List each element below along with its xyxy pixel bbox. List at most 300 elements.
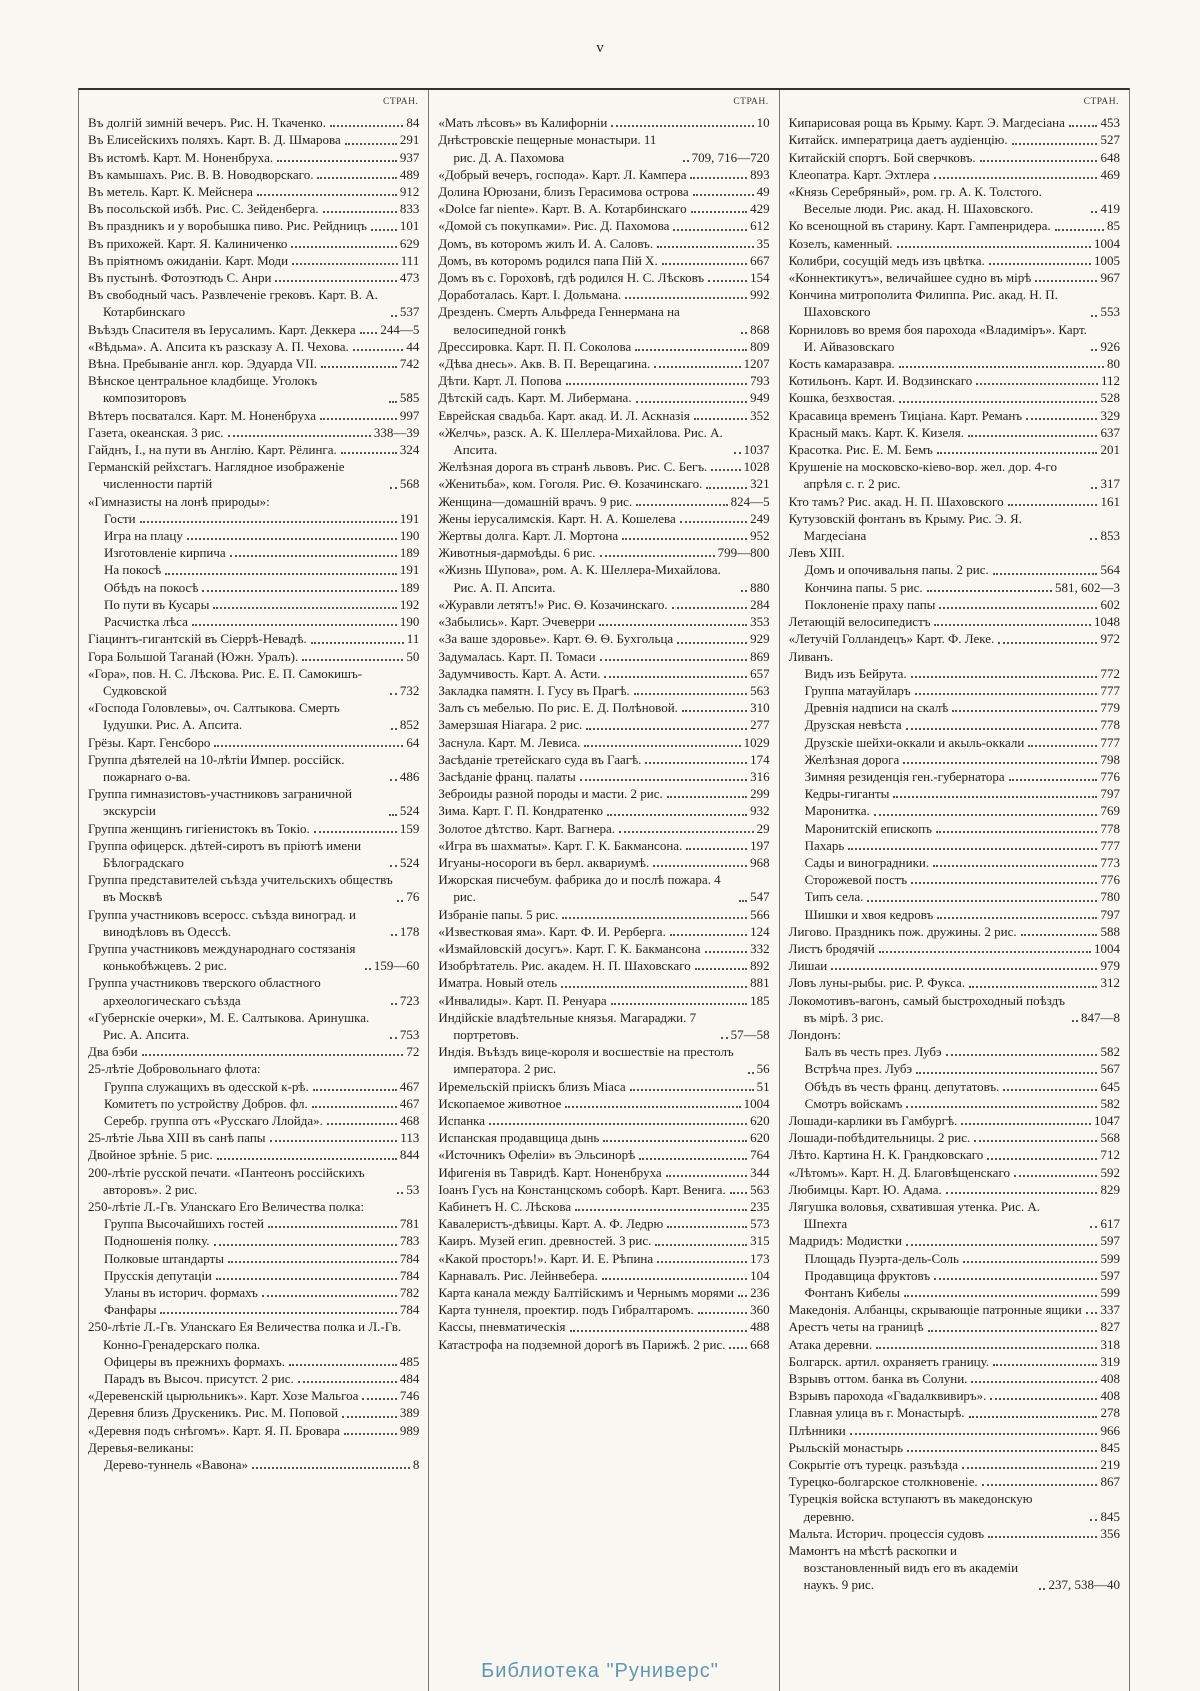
dot-leader [230,555,397,557]
page-ref: 581, 602—3 [1054,579,1120,595]
index-column-3 [779,90,1129,1691]
index-entry [438,665,769,682]
entry-title: Фонтанъ Кибелы [804,1285,900,1301]
dot-leader [937,452,1098,454]
entry-title: Кошка, безхвостая. [788,390,896,406]
entry-title: Гора Большой Таганай (Южн. Уралъ). [88,648,299,664]
entry-title: Болгарск. артил. охраняетъ границу. [788,1353,990,1369]
index-entry [438,802,769,819]
dot-leader [974,1140,1097,1142]
entry-title: Маронитскій епископъ [804,820,932,836]
page-ref: 111 [400,252,420,268]
page-ref: 11 [406,631,420,647]
entry-title: Карнавалъ. Рис. Лейнвебера. [438,1267,598,1283]
dot-leader [928,1330,1098,1332]
dot-leader [365,968,371,970]
entry-title: Группа офицерск. дѣтей-сиротъ въ пріютѣ имени Бѣлоградскаго [88,837,362,870]
entry-title: Карта туннеля, проектир. подъ Гибралтаромъ. [438,1302,694,1318]
entry-title: Игуаны-носороги въ берл. аквариумѣ. [438,854,650,870]
page-ref: 845 [1100,1439,1120,1455]
page-ref: 408 [1100,1388,1120,1404]
index-entry [789,321,1120,355]
page-ref: 602 [1100,596,1120,612]
dot-leader [390,487,396,489]
page-ref: 10 [756,115,770,131]
page-ref: 1048 [1093,614,1120,630]
entry-title: Группа участниковъ всеросс. съѣзда виноград. и винодѣловъ въ Одессѣ. [88,906,357,939]
index-group-header [789,1026,1120,1043]
index-entry [789,854,1120,871]
dot-leader [690,177,747,179]
page-ref: 582 [1100,1044,1120,1060]
dot-leader [268,1226,397,1228]
dot-leader [391,1003,397,1005]
page-ref: 104 [750,1267,770,1283]
index-entry [88,166,419,183]
index-entry [789,1439,1120,1456]
dot-leader [694,418,747,420]
page-ref: 567 [1100,1061,1120,1077]
page-ref: 50 [406,648,420,664]
page-ref: 154 [750,270,770,286]
dot-leader [291,246,396,248]
entry-title: Въ Елисейскихъ поляхъ. Карт. В. Д. Шмарова [88,132,341,148]
index-entry [789,630,1120,647]
index-entry [438,1129,769,1146]
page-ref: 1004 [743,1095,770,1111]
entry-title: Вѣна. Пребываніе англ. кор. Эдуарда VII. [88,356,318,372]
column-entries [438,114,769,1353]
index-entry [88,217,419,234]
dot-leader [192,624,397,626]
page-ref: 201 [1100,442,1120,458]
entry-title: Левъ XIII. [788,545,845,561]
entry-title: Листъ бродячій [788,940,875,956]
entry-title: На покосѣ [104,562,162,578]
dot-leader [916,1072,1097,1074]
entry-title: Катастрофа на подземной дорогѣ въ Парижѣ. 2 рис. [438,1336,726,1352]
entry-title: Македонія. Албанцы, скрывающіе патронные ящики [788,1302,1082,1318]
page-ref: 588 [1100,923,1120,939]
entry-title: «Гора», пов. Н. С. Лѣскова. Рис. Е. П. Самокишъ-Судковской [88,665,363,698]
index-entry [438,596,769,613]
index-entry [88,1404,419,1421]
entry-title: Карта канала между Балтійскимъ и Чернымъ морями [438,1285,734,1301]
index-entry [88,1250,419,1267]
dot-leader [666,1175,747,1177]
index-entry [789,699,1120,716]
page-ref: 408 [1100,1371,1120,1387]
index-entry [438,974,769,991]
page-ref: 352 [750,407,770,423]
entry-title: «Какой просторъ!». Карт. И. Е. Рѣпина [438,1250,654,1266]
index-column-2 [428,90,778,1691]
index-entry [88,561,419,578]
entry-title: Видъ изъ Бейрута. [804,665,907,681]
dot-leader [667,1226,747,1228]
page-ref: 732 [399,682,420,698]
index-entry [789,458,1120,492]
dot-leader [933,865,1097,867]
page-ref: 453 [1100,115,1120,131]
index-entry [789,682,1120,699]
entry-title: Шишки и хвоя кедровъ [804,906,934,922]
page-ref: 316 [750,768,770,784]
dot-leader [907,1450,1097,1452]
page-ref: 178 [399,923,420,939]
dot-leader [993,1364,1097,1366]
entry-title: Китайск. императрица даетъ аудіенцію. [788,132,1008,148]
page-ref: 777 [1100,837,1120,853]
entry-title: Красный макъ. Карт. К. Кизеля. [788,424,964,440]
page-ref: 190 [399,614,420,630]
index-entry [789,269,1120,286]
entry-title: Иматра. Новый отель [438,975,558,991]
index-entry [88,734,419,751]
entry-title: Въ истомѣ. Карт. М. Ноненбруха. [88,149,274,165]
index-entry [789,665,1120,682]
page-ref: 620 [750,1130,770,1146]
entry-title: Друзскіе шейхи-оккали и акыль-оккали [804,734,1025,750]
dot-leader [711,469,740,471]
index-entry [88,596,419,613]
entry-title: «Мать лѣсовъ» въ Калифорніи [438,115,608,131]
entry-title: «Источникъ Офеліи» въ Эльсинорѣ [438,1147,636,1163]
entry-title: Доработалась. Карт. І. Дольмана. [438,287,622,303]
entry-title: Козелъ, каменный. [788,235,893,251]
page-ref: 783 [399,1233,420,1249]
dot-leader [228,1261,397,1263]
page-ref: 159—60 [373,958,420,974]
entry-title: Сторожевой постъ [804,872,908,888]
index-entry [438,871,769,905]
index-entry [88,837,419,871]
entry-title: Лондонъ: [788,1026,842,1042]
page-ref: 793 [750,373,770,389]
index-entry [789,871,1120,888]
dot-leader [342,1416,397,1418]
index-entry [438,114,769,131]
index-entry [789,1353,1120,1370]
index-entry [789,974,1120,991]
page-ref: 1047 [1093,1112,1120,1128]
index-entry [438,630,769,647]
page-ref: 113 [400,1130,420,1146]
page-ref: 723 [399,992,420,1008]
index-entry [438,1112,769,1129]
index-entry [789,1164,1120,1181]
dot-leader [1026,418,1097,420]
page-ref: 585 [399,390,420,406]
index-entry [789,1095,1120,1112]
dot-leader [1090,1226,1098,1228]
entry-title: «Господа Головлевы», оч. Салтыкова. Смерть Іудушки. Рис. А. Апсита. [88,700,340,733]
dot-leader [607,814,747,816]
page-ref: 769 [1100,803,1120,819]
page-ref: 360 [750,1302,770,1318]
entry-title: «Деревня подъ снѣгомъ». Карт. Я. П. Бровара [88,1422,340,1438]
index-entry [438,407,769,424]
dot-leader [706,487,747,489]
dot-leader [330,125,403,127]
dot-leader [217,1158,397,1160]
page-ref: 844 [399,1147,420,1163]
index-entry [438,1043,769,1077]
index-entry [789,1043,1120,1060]
page-ref: 867 [1100,1474,1120,1490]
entry-title: Корниловъ во время боя парохода «Владиміръ». Карт. И. Айвазовскаго [788,321,1087,354]
page-ref: 299 [750,786,770,802]
page-ref: 356 [1100,1525,1120,1541]
dot-leader [277,160,397,162]
index-entry [88,544,419,561]
entry-title: Въ пріятномъ ожиданіи. Карт. Моди [88,252,289,268]
dot-leader [562,917,747,919]
page-ref: 776 [1100,768,1120,784]
page-ref: 573 [750,1216,770,1232]
page-ref: 537 [399,304,420,320]
index-entry [88,940,419,974]
dot-leader [1091,349,1097,351]
index-entry [789,768,1120,785]
dot-leader [990,1398,1097,1400]
entry-title: «Dolce far niente». Карт. В. А. Котарбинскаго [438,201,687,217]
dot-leader [721,1037,728,1039]
dot-leader [312,1106,397,1108]
index-entry [789,716,1120,733]
index-entry [88,699,419,733]
column-entries [789,114,1120,1593]
dot-leader [580,779,747,781]
entry-title: Жены іерусалимскія. Карт. Н. А. Кошелева [438,510,676,526]
page-ref: 524 [399,803,420,819]
page-ref: 868 [750,321,770,337]
entry-title: 25-лѣтіе Добровольнаго флота: [88,1061,261,1077]
index-entry [88,1232,419,1249]
entry-title: Испанка [438,1112,486,1128]
entry-title: Группа гимназистовъ-участниковъ заграничной экскурсіи [88,786,352,819]
entry-title: Гости [104,510,136,526]
dot-leader [899,366,1104,368]
page-ref: 612 [750,218,770,234]
dot-leader [639,1158,747,1160]
page-ref: 992 [750,287,770,303]
entry-title: Иремельскій пріискъ близъ Міаса [438,1078,626,1094]
dot-leader [634,693,747,695]
entry-title: Избраніе папы. 5 рис. [438,906,559,922]
index-entry [438,768,769,785]
index-entry [88,424,419,441]
entry-title: Крушеніе на московско-кіево-вор. жел. дор. 4-го апрѣля с. г. 2 рис. [788,459,1057,492]
entry-title: Дѣти. Карт. Л. Попова [438,373,562,389]
index-entry [438,475,769,492]
entry-title: Фанфары [104,1302,157,1318]
index-entry [789,1060,1120,1077]
index-entry [789,1370,1120,1387]
entry-title: Засѣданіе третейскаго суда въ Гаагѣ. [438,751,642,767]
dot-leader [622,538,747,540]
page-ref: 1005 [1093,252,1120,268]
page-ref: 952 [750,528,770,544]
page-ref: 880 [750,579,770,595]
page-ref: 648 [1100,149,1120,165]
page-ref: 56 [756,1061,770,1077]
entry-title: Арестъ четы на границѣ [788,1319,924,1335]
page-ref: 949 [750,390,770,406]
page-ref: 524 [399,854,420,870]
index-entry [789,493,1120,510]
page-ref: 1029 [743,734,770,750]
index-entry [789,1146,1120,1163]
dot-leader [1014,1175,1098,1177]
page-ref: 827 [1100,1319,1120,1335]
entry-title: Заснула. Карт. М. Левиса. [438,734,581,750]
entry-title: Закладка памятн. І. Гусу въ Прагѣ. [438,682,630,698]
dot-leader [391,315,397,317]
dot-leader [903,762,1097,764]
dot-leader [390,865,397,867]
index-entry [88,1164,419,1198]
index-entry [88,579,419,596]
dot-leader [584,745,740,747]
page-ref: 51 [756,1078,770,1094]
index-entry [789,424,1120,441]
entry-title: Сады и виноградники. [804,854,930,870]
dot-leader [998,642,1097,644]
entry-title: Локомотивъ-вагонъ, самый быстроходный поѣздъ въ мірѣ. 3 рис. [788,992,1065,1025]
page-ref: 310 [750,700,770,716]
page-ref: 753 [399,1026,420,1042]
index-entry [438,854,769,871]
index-entry [789,355,1120,372]
index-entry [438,1164,769,1181]
index-entry [88,906,419,940]
page-ref: 967 [1100,270,1120,286]
entry-title: Клеопатра. Карт. Эхтлера [788,166,930,182]
dot-leader [730,1192,747,1194]
index-entry [438,1009,769,1043]
entry-title: Засѣданіе франц. палаты [438,768,576,784]
page-ref: 236 [750,1285,770,1301]
entry-title: Гіацинтъ-гигантскій въ Сіеррѣ-Невадѣ. [88,631,307,647]
entry-title: Смотръ войскамъ [804,1095,903,1111]
dot-leader [971,1381,1097,1383]
entry-title: Группа участниковъ международнаго состязанія конькобѣжцевъ. 2 рис. [88,940,356,974]
dot-leader [876,1347,1097,1349]
page-ref: 563 [750,682,770,698]
entry-title: Въ камышахъ. Рис. В. В. Новодворскаго. [88,166,314,182]
dot-leader [1055,229,1104,231]
index-entry [789,1112,1120,1129]
page-ref: 235 [750,1199,770,1214]
index-entry [88,974,419,1008]
dot-leader [636,401,748,403]
entry-title: Типъ села. [804,889,864,905]
entry-title: Котильонъ. Карт. И. Водзинскаго [788,373,973,389]
page-number: v [596,40,604,56]
entry-title: Дрезденъ. Смерть Альфреда Геннермана на велосипедной гонкѣ [438,304,680,337]
dot-leader [672,607,748,609]
entry-title: «Гимназисты на лонѣ природы»: [88,493,270,509]
dot-leader [906,1106,1097,1108]
page-ref: 869 [750,648,770,664]
dot-leader [635,349,747,351]
dot-leader [390,693,397,695]
dot-leader [1009,779,1098,781]
entry-title: Группа дѣятелей на 10-лѣтіи Импер. россійск. пожарнаго о-ва. [88,751,345,784]
entry-title: «Известковая яма». Карт. Ф. И. Рерберга. [438,923,666,939]
index-entry [438,1336,769,1353]
page-ref: 568 [1100,1130,1120,1146]
dot-leader [1003,1089,1097,1091]
page-ref: 80 [1106,356,1120,372]
dot-leader [600,659,748,661]
index-entry [88,183,419,200]
index-group-header [88,1198,419,1215]
entry-title: Рыльскій монастырь [788,1439,904,1455]
entry-title: Дѣтскій садъ. Карт. М. Либермана. [438,390,632,406]
index-group-header [88,1060,419,1077]
dot-leader [946,1054,1098,1056]
index-entry [789,820,1120,837]
page-ref: 284 [750,596,770,612]
entry-title: «Женитьба», ком. Гоголя. Рис. Ѳ. Козачинскаго. [438,476,703,492]
entry-title: Кабинетъ Н. С. Лѣскова [438,1199,572,1214]
dot-leader [604,676,747,678]
entry-title: Индія. Въѣздъ вице-короля и восшествіе на престолъ императора. 2 рис. [438,1044,734,1077]
index-entry [789,149,1120,166]
dot-leader [968,435,1098,437]
index-entry [789,1232,1120,1249]
index-entry [789,837,1120,854]
dot-leader [292,263,398,265]
page-ref: 85 [1106,218,1120,234]
dot-leader [570,1330,748,1332]
dot-leader [670,934,747,936]
page-frame [78,88,1130,1691]
entry-title: «Губернскіе очерки», М. Е. Салтыкова. Аринушка. Рис. А. Апсита. [88,1009,370,1042]
dot-leader [879,951,1091,953]
page-ref: 192 [399,596,420,612]
entry-title: Въ свободный часъ. Развлеченіе грековъ. Карт. В. А. Котарбинскаго [88,287,378,320]
dot-leader [187,538,397,540]
index-entry [438,338,769,355]
page-ref: 197 [750,837,770,853]
dot-leader [1090,1519,1098,1521]
entry-title: Долина Юрюзани, близъ Герасимова острова [438,184,689,200]
index-entry [438,252,769,269]
entry-title: Обѣдъ на покосѣ [104,579,199,595]
index-entry [438,527,769,544]
page-ref: 1004 [1093,235,1120,251]
entry-title: Главная улица въ г. Монастырѣ. [788,1405,965,1421]
page-ref: 797 [1100,786,1120,802]
dot-leader [976,383,1098,385]
page-ref: 667 [750,252,770,268]
dot-leader [362,1398,396,1400]
page-ref: 467 [399,1078,420,1094]
entry-title: Деревья-великаны: [88,1439,194,1455]
entry-title: «Добрый вечеръ, господа». Карт. Л. Кампера [438,166,687,182]
entry-title: Испанская продавщица дынь [438,1130,600,1146]
index-entry [88,1387,419,1404]
entry-title: Балъ въ честь през. Лубэ [804,1044,942,1060]
dot-leader [216,1278,397,1280]
dot-leader [389,814,396,816]
entry-title: «Домой съ покупками». Рис. Д. Пахомова [438,218,670,234]
index-entry [789,389,1120,406]
entry-title: Группа представителей съѣзда учительскихъ обществъ въ Москвѣ [88,872,393,905]
